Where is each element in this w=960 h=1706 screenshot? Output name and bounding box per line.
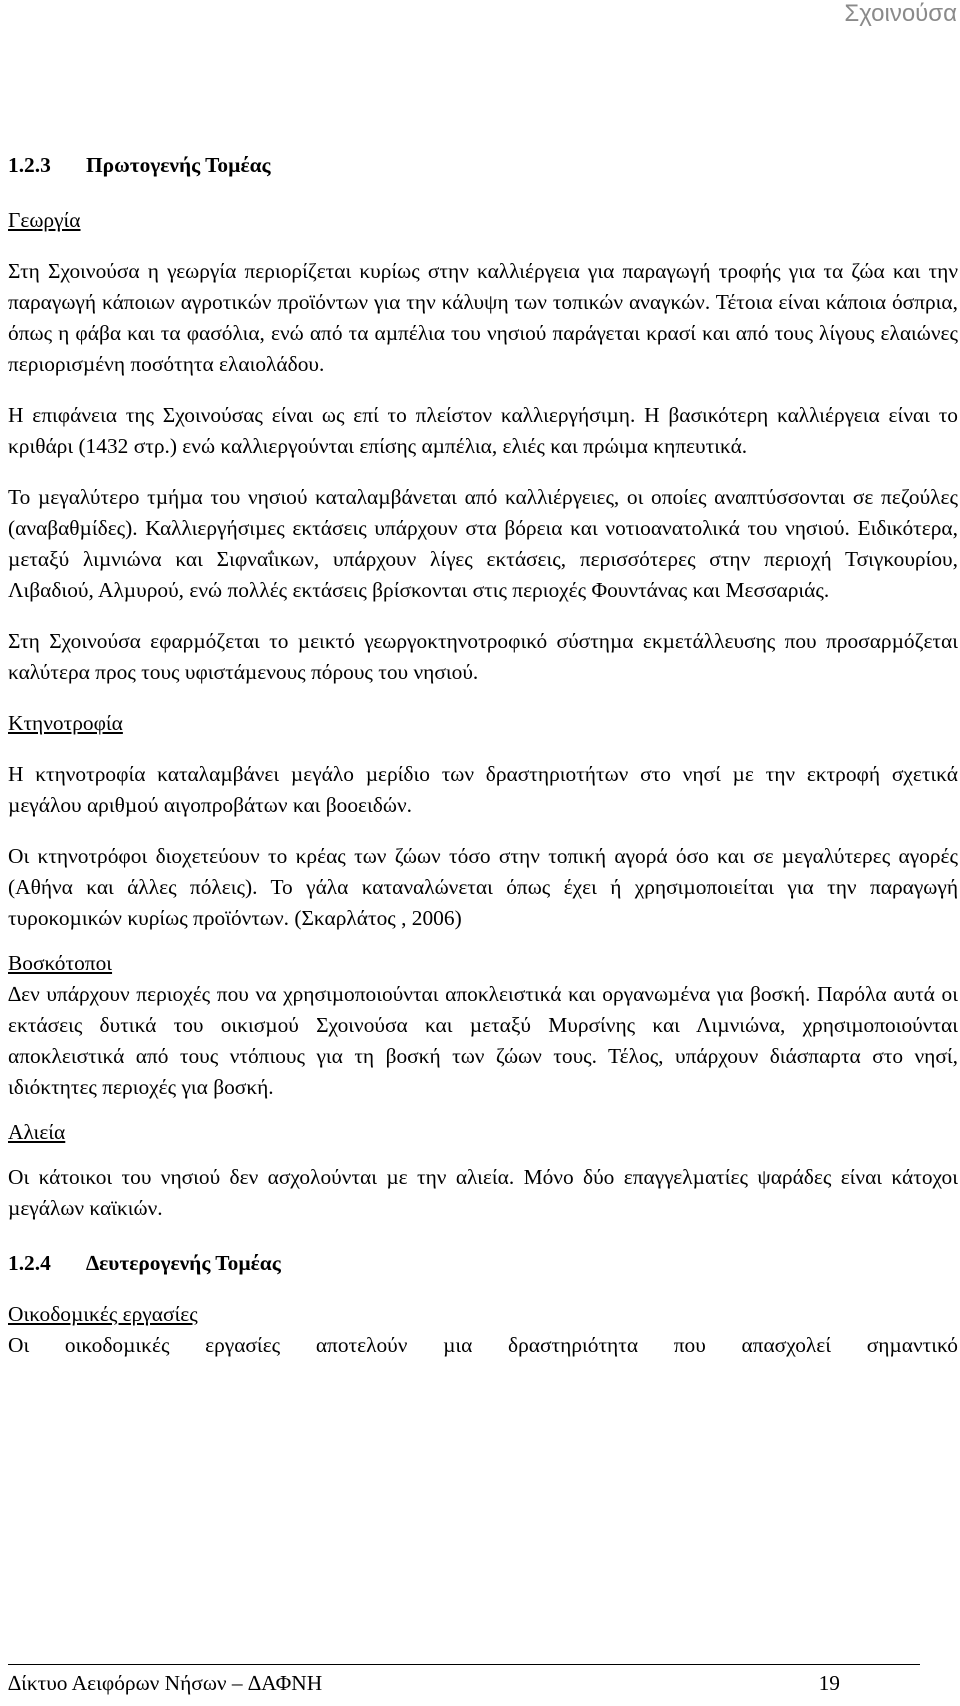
paragraph-georgia-2: Η επιφάνεια της Σχοινούσας είναι ως επί το πλείστον καλλιεργήσιµη. Η βασικότερη καλλιέργεια είναι το κριθάρι (1432 στρ.) ενώ καλλιεργούνται επίσης αµπέλια, ελιές και πρώιµα κηπευτικά.: [8, 403, 958, 458]
section-number: 1.2.4: [8, 1251, 51, 1275]
paragraph-oikodomikes: Οι οικοδοµικές εργασίες αποτελούν µια δραστηριότητα που απασχολεί σηµαντικό: [8, 1333, 958, 1357]
footer-title: ∆ίκτυο Αειφόρων Νήσων – ∆ΑΦΝΗ: [8, 1671, 323, 1695]
running-header: Σχοινούσα: [844, 0, 957, 27]
page-number: 19: [818, 1671, 840, 1695]
subheading-alieia: Αλιεία: [8, 1120, 66, 1144]
subheading-georgia: Γεωργία: [8, 208, 81, 232]
section-heading-1-2-3: [8, 150, 958, 181]
paragraph-alieia: Οι κάτοικοι του νησιού δεν ασχολούνται µε την αλιεία. Μόνο δύο επαγγελµατίες ψαράδες είναι κάτοχοι µεγάλων καϊκιών.: [8, 1165, 958, 1220]
paragraph-georgia-1: Στη Σχοινούσα η γεωργία περιορίζεται κυρίως στην καλλιέργεια για παραγωγή τροφής για τα ζώα και την παραγωγή κάποιων αγροτικών προϊόντων για την κάλυψη των τοπικών αναγκών. Τέτοια είναι κάποια όσπρια, όπως η φάβα και τα φασόλια, ενώ από τα αµπέλια του νησιού παράγεται κρασί και από τους λίγους ελαιώνες περιορισµένη ποσότητα ελαιολάδου.: [8, 259, 958, 376]
section-title: Πρωτογενής Τοµέας: [86, 153, 271, 177]
footer-divider: [8, 1664, 920, 1665]
paragraph-ktinotrofia-1: Η κτηνοτροφία καταλαµβάνει µεγάλο µερίδιο των δραστηριοτήτων στο νησί µε την εκτροφή σχετικά µεγάλου αριθµού αιγοπροβάτων και βοοειδών.: [8, 762, 958, 817]
page-footer: [8, 1668, 840, 1699]
section-heading-1-2-4: [8, 1248, 958, 1279]
document-body: [8, 150, 958, 1361]
paragraph-voskotopoi: ∆εν υπάρχουν περιοχές που να χρησιµοποιούνται αποκλειστικά και οργανωµένα για βοσκή. Παρόλα αυτά οι εκτάσεις δυτικά του οικισµού Σχοινούσα και µεταξύ Μυρσίνης και Λιµνιώνα, χρησιµοποιούνται αποκλειστικά από τους ντόπιους για τη βοσκή των ζώων τους. Τέλος, υπάρχουν διάσπαρτα στο νησί, ιδιόκτητες περιοχές για βοσκή.: [8, 982, 958, 1099]
section-title: ∆ευτερογενής Τοµέας: [86, 1251, 281, 1275]
paragraph-georgia-4: Στη Σχοινούσα εφαρµόζεται το µεικτό γεωργοκτηνοτροφικό σύστηµα εκµετάλλευσης που προσαρµόζεται καλύτερα προς τους υφιστάµενους πόρους του νησιού.: [8, 629, 958, 684]
section-number: 1.2.3: [8, 153, 51, 177]
paragraph-ktinotrofia-2: Οι κτηνοτρόφοι διοχετεύουν το κρέας των ζώων τόσο στην τοπική αγορά όσο και σε µεγαλύτερες αγορές (Αθήνα και άλλες πόλεις). Το γάλα καταναλώνεται όπως έχει ή χρησιµοποιείται για την παραγωγή τυροκοµικών κυρίως προϊόντων. (Σκαρλάτος , 2006): [8, 844, 958, 930]
subheading-oikodomikes: Οικοδοµικές εργασίες: [8, 1302, 198, 1326]
subheading-voskotopoi: Βοσκότοποι: [8, 951, 113, 975]
subheading-ktinotrofia: Κτηνοτροφία: [8, 711, 123, 735]
paragraph-georgia-3: Το µεγαλύτερο τµήµα του νησιού καταλαµβάνεται από καλλιέργειες, οι οποίες αναπτύσσονται σε πεζούλες (αναβαθµίδες). Καλλιεργήσιµες εκτάσεις υπάρχουν στα βόρεια και νοτιοανατολικά του νησιού. Ειδικότερα, µεταξύ λιµνιώνα και Σιφναΐικων, υπάρχουν λίγες εκτάσεις, περισσότερες στην περιοχή Τσιγκουρίου, Λιβαδιού, Αλµυρού, ενώ πολλές εκτάσεις βρίσκονται στις περιοχές Φουντάνας και Μεσσαριάς.: [8, 485, 958, 602]
